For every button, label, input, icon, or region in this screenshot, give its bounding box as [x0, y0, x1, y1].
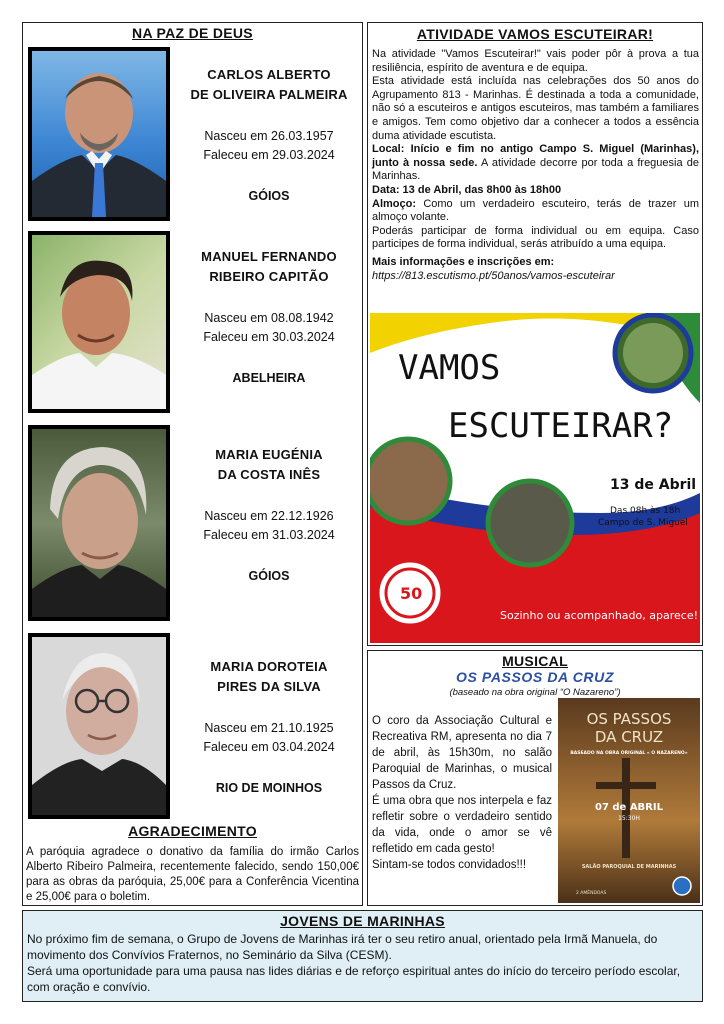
- obituary-name-line2: DE OLIVEIRA PALMEIRA: [190, 87, 348, 102]
- musical-p1: O coro da Associação Cultural e Recreativa RM, apresenta no dia 7 de abril, às 15h30m, no salão Paroquial de Marinhas, o musical Passos da Cruz.: [372, 715, 552, 791]
- activity-lunch: [372, 198, 699, 225]
- musical-text: [372, 713, 552, 873]
- obituary-name-line2: PIRES DA SILVA: [217, 679, 321, 694]
- jovens-p2: Será uma oportunidade para uma pausa nas lides diárias e de reforço espiritual antes do início do terceiro período escolar, com oração e convívio.: [27, 964, 681, 994]
- musical-poster-time: 15:30H: [618, 815, 640, 822]
- obituary-photo: [28, 633, 170, 819]
- agradecimento-text: A paróquia agradece o donativo da família do irmão Carlos Alberto Ribeiro Palmeira, recentemente falecido, sendo 150,00€ para as obras da paróquia, 25,00€ para a Conferência Vicentina e 25,00€ para o boletim.: [26, 846, 359, 903]
- obituaries-title: NA PAZ DE DEUS: [132, 25, 253, 41]
- obituary-photo: [28, 231, 170, 413]
- activity-info-url[interactable]: https://813.escutismo.pt/50anos/vamos-escuteirar: [372, 269, 615, 282]
- obituary-place: ABELHEIRA: [232, 371, 306, 385]
- musical-section: [367, 650, 703, 906]
- musical-poster-based: BASEADO NA OBRA ORIGINAL « O NAZARENO»: [570, 751, 688, 756]
- obituary-born: Nasceu em 08.08.1942: [204, 311, 334, 325]
- activity-local: [372, 143, 699, 184]
- musical-poster-title1: OS PASSOS: [586, 710, 672, 728]
- activity-lunch-rest: Como um verdadeiro escuteiro, terás de trazer um almoço volante.: [372, 197, 699, 224]
- activity-title: ATIVIDADE VAMOS ESCUTEIRAR!: [416, 26, 654, 42]
- jovens-section: [22, 910, 703, 1002]
- poster-time: Das 08h às 18h: [610, 506, 681, 516]
- obituary-died: Faleceu em 30.03.2024: [203, 330, 335, 344]
- activity-intro: Na atividade "Vamos Escuteirar!" vais poder pôr à prova a tua resiliência, espírito de aventura e de equipa.: [372, 48, 699, 74]
- obituary-name-line2: RIBEIRO CAPITÃO: [209, 269, 329, 284]
- obituary-place: RIO DE MOINHOS: [215, 781, 323, 795]
- poster-line1: VAMOS: [398, 348, 501, 388]
- poster-tagline: Sozinho ou acompanhado, aparece!: [500, 609, 698, 622]
- jovens-p1: No próximo fim de semana, o Grupo de Jovens de Marinhas irá ter o seu retiro anual, orientado pela Irmã Manuela, do movimento dos Convívios Fraternos, no Seminário da Silva (CESM).: [27, 932, 658, 962]
- musical-title: MUSICAL: [502, 653, 568, 669]
- activity-section: [367, 22, 703, 646]
- poster-line2: ESCUTEIRAR?: [448, 406, 674, 446]
- obituary-name-line1: MARIA EUGÉNIA: [215, 447, 323, 462]
- obituary-photo: [28, 47, 170, 221]
- poster-place: Campo de S. Miguel: [598, 518, 688, 528]
- activity-text: [372, 48, 699, 283]
- obituary-place: GÓIOS: [248, 189, 290, 203]
- activity-poster: [370, 313, 700, 643]
- musical-p2: É uma obra que nos interpela e faz refletir sobre o verdadeiro sentido da vida, onde o amor se vê refletido em cada gesto!: [372, 795, 552, 855]
- musical-poster: [558, 698, 700, 903]
- obituary-photo: [28, 425, 170, 621]
- obituary-name-line1: CARLOS ALBERTO: [207, 67, 331, 82]
- jovens-text: [27, 931, 699, 995]
- musical-poster-title2: DA CRUZ: [594, 728, 664, 746]
- obituaries-section: [22, 22, 363, 906]
- musical-poster-footer: 2 AMÊNDOAS: [576, 891, 607, 896]
- obituary-born: Nasceu em 21.10.1925: [204, 721, 334, 735]
- obituary-died: Faleceu em 03.04.2024: [203, 740, 335, 754]
- musical-subtitle: OS PASSOS DA CRUZ: [456, 669, 614, 685]
- activity-info-label: Mais informações e inscrições em:: [372, 255, 555, 268]
- activity-date: Data: 13 de Abril, das 8h00 às 18h00: [372, 183, 562, 196]
- activity-participation: Poderás participar de forma individual ou em equipa. Caso participes de forma individual, serás atribuído a uma equipa.: [372, 224, 699, 251]
- musical-poster-venue: SALÃO PAROQUIAL DE MARINHAS: [581, 864, 677, 870]
- obituary-name-line1: MANUEL FERNANDO: [201, 249, 337, 264]
- activity-local-label: Local: Início e fim no antigo Campo S. Miguel (Marinhas), junto à nossa sede.: [372, 143, 699, 169]
- activity-local-rest: A atividade decorre por toda a freguesia de Marinhas.: [372, 156, 699, 183]
- obituary-died: Faleceu em 29.03.2024: [203, 148, 335, 162]
- musical-p3: Sintam-se todos convidados!!!: [372, 859, 527, 871]
- obituary-entry: [26, 631, 360, 821]
- obituary-entry: [26, 45, 360, 225]
- obituary-entry: [26, 229, 360, 419]
- obituary-born: Nasceu em 22.12.1926: [204, 509, 334, 523]
- poster-date: 13 de Abril: [610, 477, 697, 493]
- musical-note: (baseado na obra original “O Nazareno”): [449, 687, 621, 698]
- agradecimento-title: AGRADECIMENTO: [128, 823, 257, 839]
- jovens-title: JOVENS DE MARINHAS: [280, 913, 445, 929]
- obituary-name-line1: MARIA DOROTEIA: [210, 659, 328, 674]
- obituary-died: Faleceu em 31.03.2024: [203, 528, 335, 542]
- obituary-name-line2: DA COSTA INÊS: [217, 467, 321, 482]
- obituary-place: GÓIOS: [248, 569, 290, 583]
- activity-description: Esta atividade está incluída nas celebrações dos 50 anos do Agrupamento 813 - Marinhas. É destinada a toda a comunidade, não só a escuteiros e antigos escuteiros, mas também a familiares e amigos. Tem como objetivo dar a conhecer a todos a essência duma atividade escutista.: [372, 75, 699, 142]
- obituary-entry: [26, 423, 360, 627]
- musical-poster-date: 07 de ABRIL: [595, 802, 663, 813]
- activity-lunch-label: Almoço:: [372, 197, 416, 210]
- poster-badge: 50: [400, 584, 423, 603]
- obituary-born: Nasceu em 26.03.1957: [204, 129, 334, 143]
